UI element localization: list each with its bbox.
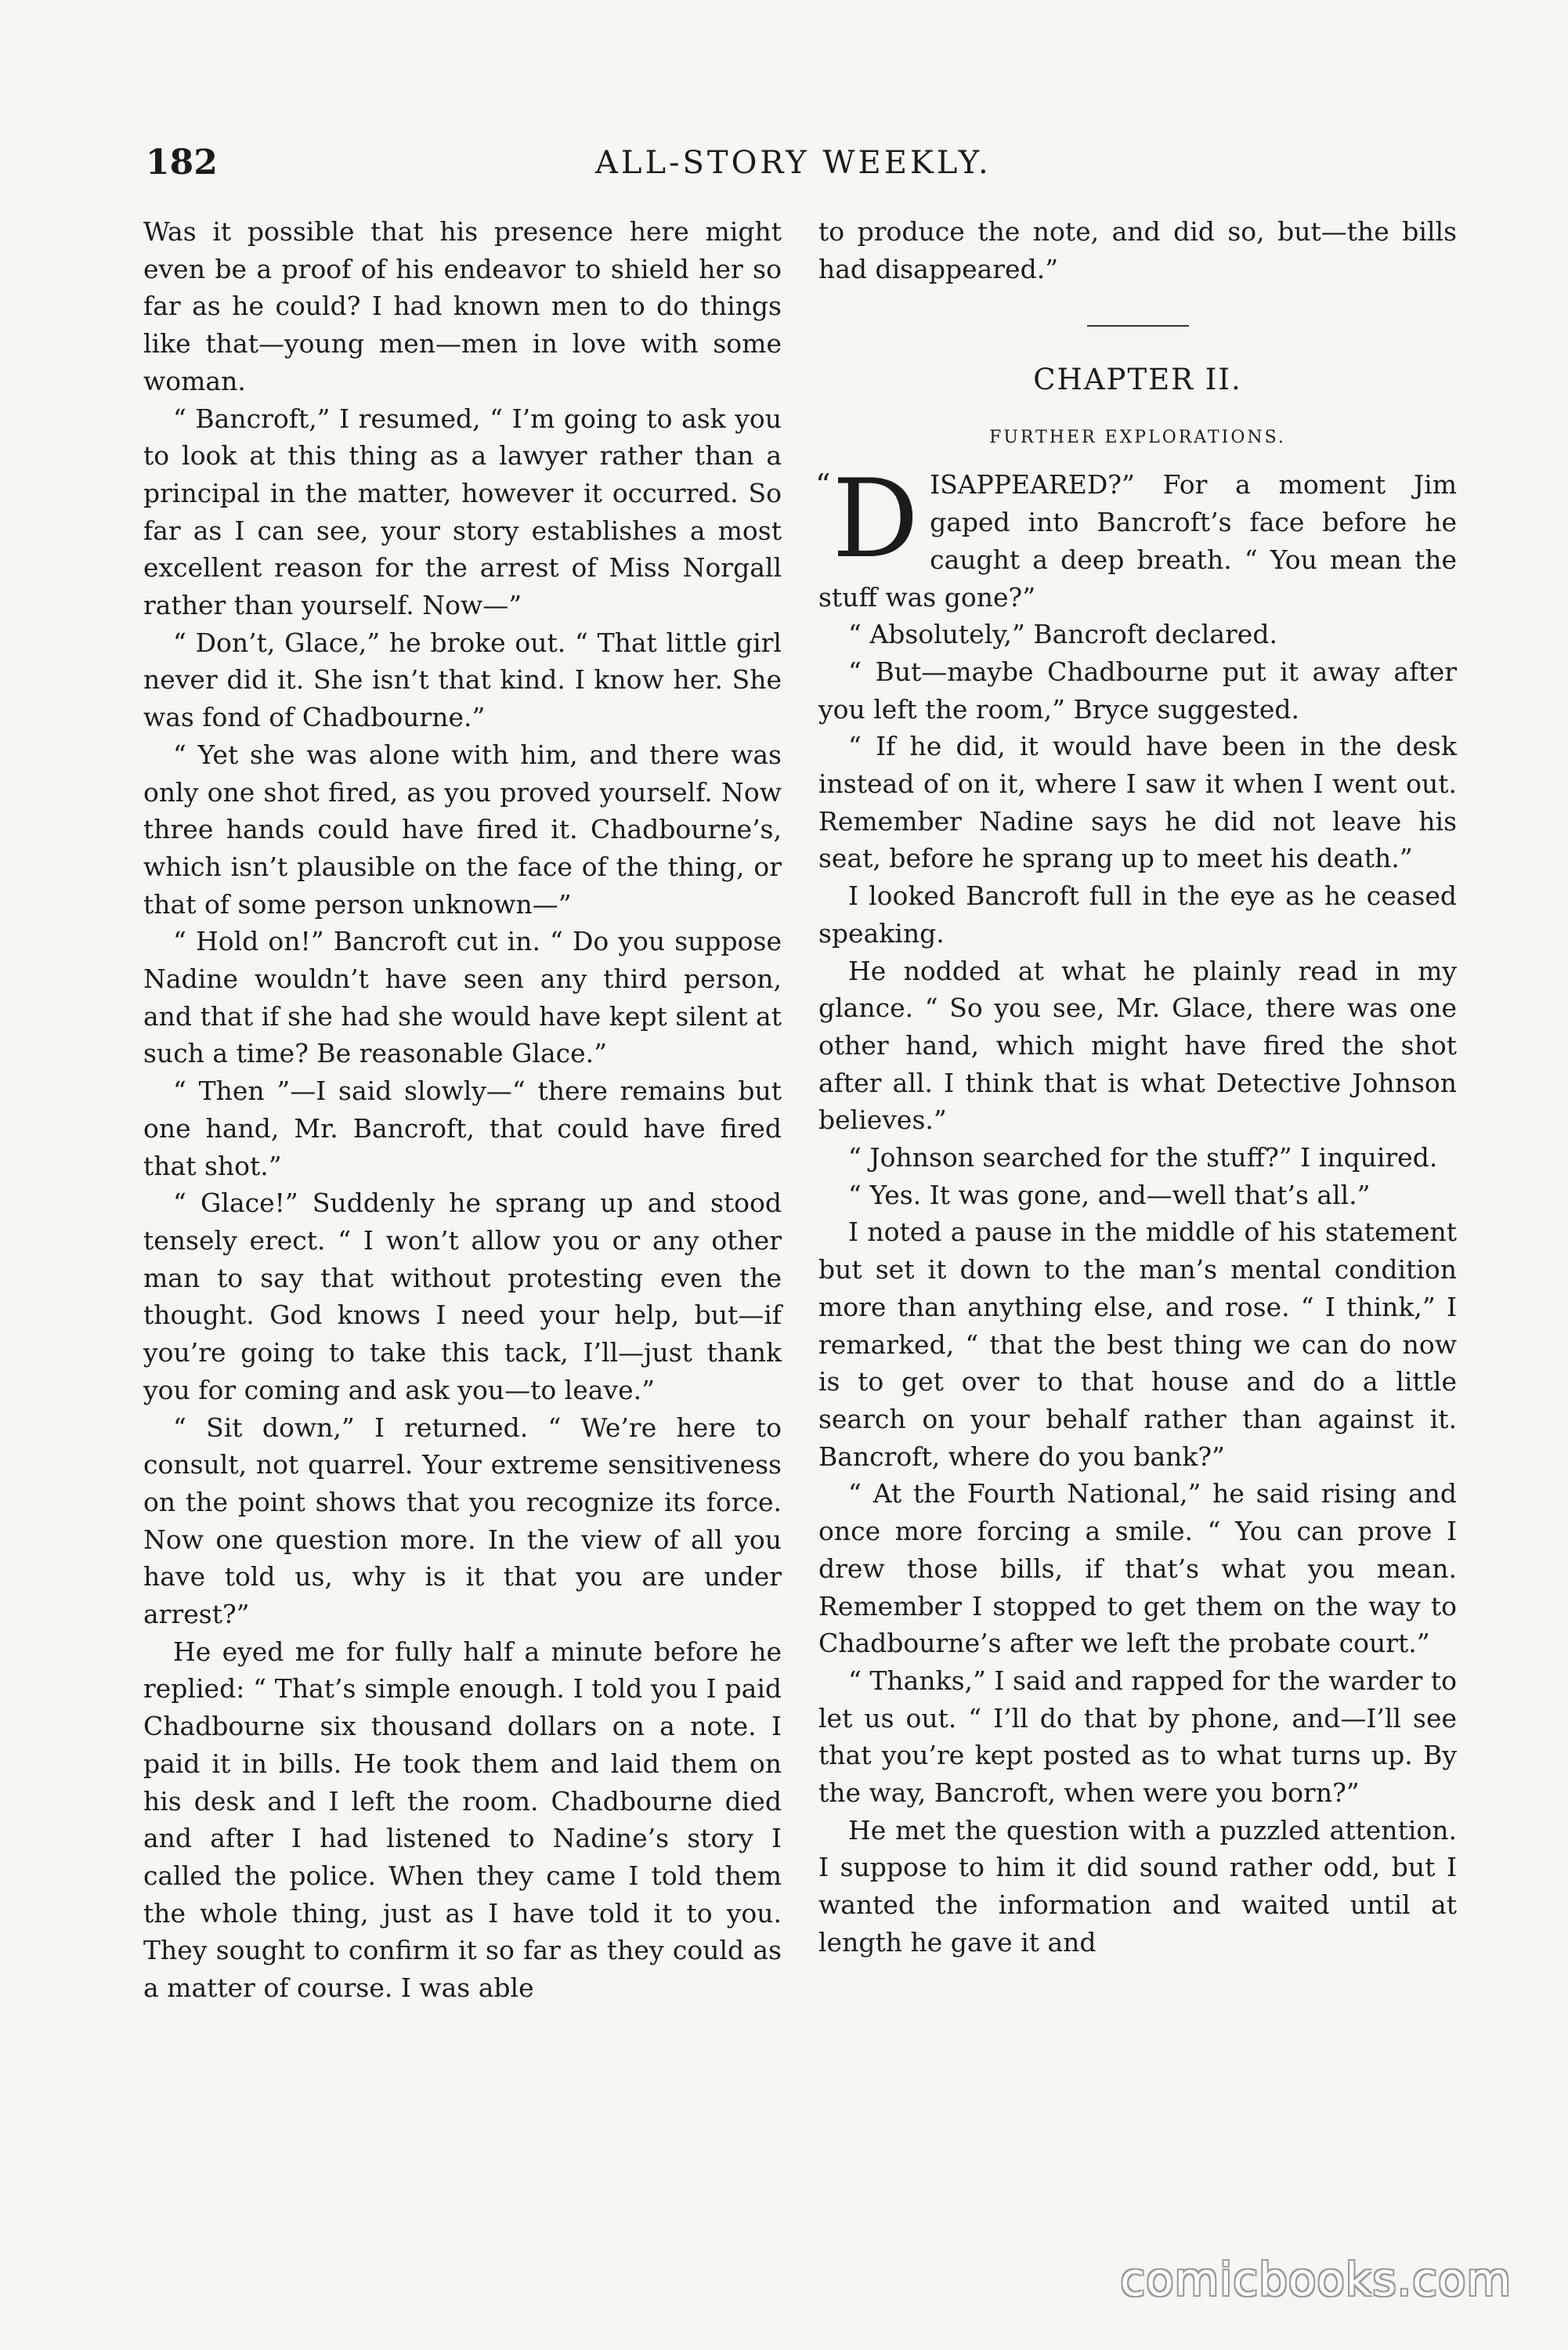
drop-cap: D xyxy=(832,456,919,583)
paragraph: “ Don’t, Glace,” he broke out. “ That little girl never did it. She isn’t that kind. I know her. She was fond of Chadbourne.” xyxy=(143,627,782,733)
paragraph: He met the question with a puzzled attention. I suppose to him it did sound rather odd, but I wanted the information and waited until at length he gave it and xyxy=(818,1814,1457,1958)
paragraph: I noted a pause in the middle of his statement but set it down to the man’s mental condition more than anything else, and rose. “ I think,” I remarked, “ that the best thing we can do now is to get over to that house and do a little search on your behalf rather than against it. Bancroft, where do you bank?” xyxy=(818,1217,1457,1472)
paragraph: “ Yes. It was gone, and—well that’s all.” xyxy=(848,1179,1371,1210)
running-title: ALL-STORY WEEKLY. xyxy=(595,145,992,181)
paragraph: “ But—maybe Chadbourne put it away after you left the room,” Bryce suggested. xyxy=(818,656,1457,725)
chapter-title: CHAPTER II. xyxy=(1033,363,1242,397)
paragraph: He eyed me for fully half a minute before he replied: “ That’s simple enough. I told you I paid Chadbourne six thousand dollars on a note. I paid it in bills. He took them and laid them on his desk and I left the room. Chadbourne died and after I had listened to Nadine’s story I called the police. When they came I told them the whole thing, just as I have told it to you. They sought to confirm it so far as they could as a matter of course. I was able xyxy=(143,1636,782,2004)
watermark-logo: comicbooks.com xyxy=(1120,2253,1512,2306)
opening-text: ISAPPEARED?” For a moment Jim gaped into Bancroft’s face before he caught a deep breath. “ You mean the stuff was gone?” xyxy=(818,469,1457,613)
right-column xyxy=(815,213,1457,1961)
page-header xyxy=(0,139,1568,186)
paragraph: “ Glace!” Suddenly he sprang up and stood tensely erect. “ I won’t allow you or any other man to say that without protesting even the thought. God knows I need your help, but—if you’re going to take this tack, I’ll—just thank you for coming and ask you—to leave.” xyxy=(143,1188,782,1405)
paragraph: “ Bancroft,” I resumed, “ I’m going to ask you to look at this thing as a lawyer rather than a principal in the matter, however it occurred. So far as I can see, your story establishes a most excellent reason for the arrest of Miss Norgall rather than yourself. Now—” xyxy=(143,403,782,621)
paragraph: to produce the note, and did so, but—the bills had disappeared.” xyxy=(818,216,1457,284)
paragraph: “ Thanks,” I said and rapped for the warder to let us out. “ I’ll do that by phone, and—I’ll see that you’re kept posted as to what turns up. By the way, Bancroft, when were you born?” xyxy=(818,1665,1457,1809)
paragraph: “ If he did, it would have been in the desk instead of on it, where I saw it when I went out. Remember Nadine says he did not leave his seat, before he sprang up to meet his death.” xyxy=(818,731,1457,874)
paragraph: “ Johnson searched for the stuff?” I inquired. xyxy=(848,1142,1438,1173)
left-column xyxy=(143,213,782,2007)
dropcap-quote: “ xyxy=(815,468,831,503)
paragraph: I looked Bancroft full in the eye as he ceased speaking. xyxy=(818,880,1457,949)
paragraph: “ Hold on!” Bancroft cut in. “ Do you suppose Nadine wouldn’t have seen any third person, and that if she had she would have kept silent at such a time? Be reasonable Glace.” xyxy=(143,926,782,1069)
section-divider xyxy=(1087,325,1189,327)
chapter-subtitle: FURTHER EXPLORATIONS. xyxy=(989,428,1286,448)
paragraph: Was it possible that his presence here might even be a proof of his endeavor to shield her so far as he could? I had known men to do things like that—young men—men in love with some woman. xyxy=(143,216,782,396)
page-number: 182 xyxy=(146,143,218,183)
chapter-opening-paragraph xyxy=(815,456,1457,616)
paragraph: “ At the Fourth National,” he said rising and once more forcing a smile. “ You can prove I drew those bills, if that’s what you mean. Remember I stopped to get them on the way to Chadbourne’s after we left the probate court.” xyxy=(818,1478,1457,1659)
paragraph: “ Yet she was alone with him, and there was only one shot fired, as you proved yourself. Now three hands could have fired it. Chadbourne’s, which isn’t plausible on the face of the thing, or that of some person unknown—” xyxy=(143,739,782,920)
paragraph: “ Absolutely,” Bancroft declared. xyxy=(848,619,1277,650)
paragraph: “ Sit down,” I returned. “ We’re here to consult, not quarrel. Your extreme sensitiveness on the point shows that you recognize its force. Now one question more. In the view of all you have told us, why is it that you are under arrest?” xyxy=(143,1412,782,1630)
paragraph: “ Then ”—I said slowly—“ there remains but one hand, Mr. Bancroft, that could have fired that shot.” xyxy=(143,1076,782,1181)
paragraph: He nodded at what he plainly read in my glance. “ So you see, Mr. Glace, there was one other hand, which might have fired the shot after all. I think that is what Detective Johnson believes.” xyxy=(818,955,1457,1136)
